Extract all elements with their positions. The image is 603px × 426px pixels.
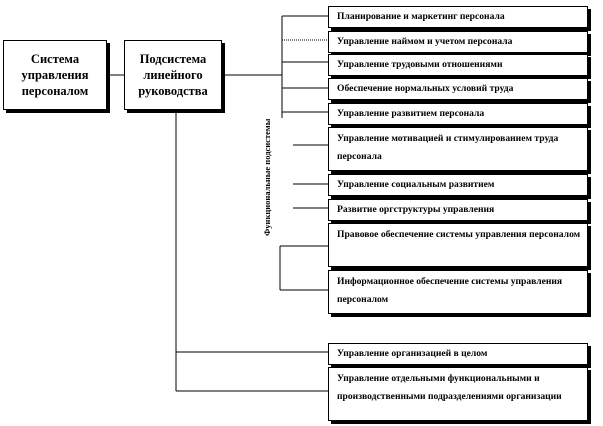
functional-item: Информационное обеспечение системы управления персоналом (328, 270, 588, 314)
functional-item: Управление трудовыми отношениями (328, 54, 588, 76)
functional-item: Управление мотивацией и стимулированием труда персонала (328, 127, 588, 171)
line-management-label: Подсистема линейного руководства (138, 52, 208, 98)
functional-item: Развитие оргструктуры управления (328, 199, 588, 221)
line-management-box (124, 40, 222, 110)
functional-item: Управление наймом и учетом персонала (328, 31, 588, 53)
functional-item: Планирование и маркетинг персонала (328, 6, 588, 28)
functional-item: Правовое обеспечение системы управления персоналом (328, 223, 588, 267)
functional-item: Управление развитием персонала (328, 103, 588, 125)
line-item: Управление отдельными функциональными и производственными подразделениями организации (328, 367, 588, 421)
system-box (3, 40, 107, 110)
line-item: Управление организацией в целом (328, 343, 588, 365)
functional-subsystems-label: Функциональные подсистемы (262, 118, 272, 236)
functional-item: Управление социальным развитием (328, 174, 588, 196)
system-box-label: Система управления персоналом (21, 52, 89, 98)
functional-item: Обеспечение нормальных условий труда (328, 78, 588, 100)
